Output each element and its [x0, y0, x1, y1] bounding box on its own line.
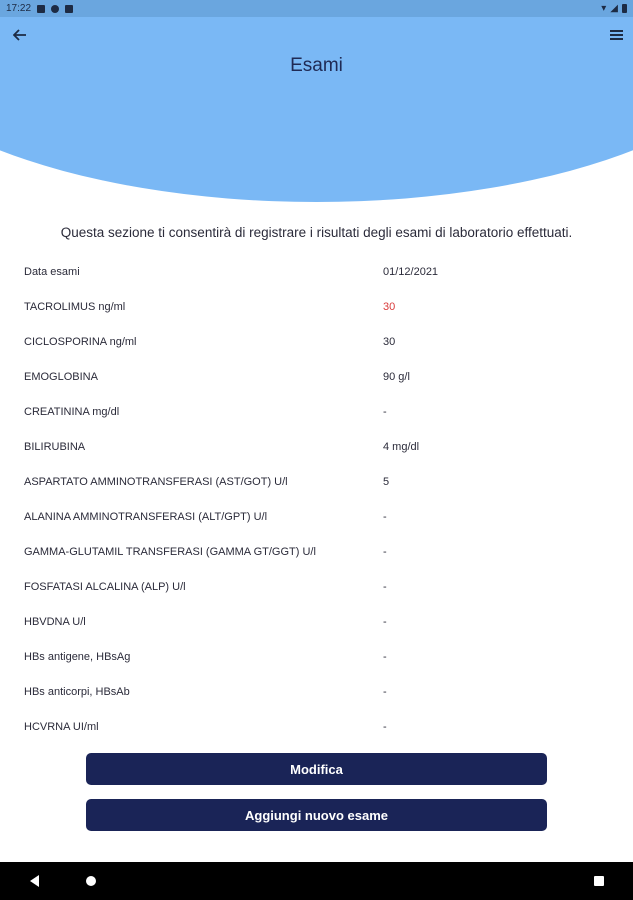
navigation-bar	[0, 862, 633, 900]
exam-value: 30	[383, 335, 396, 348]
nav-recent-apps-icon[interactable]	[594, 876, 604, 886]
exam-value: -	[383, 580, 387, 593]
hamburger-menu-icon	[610, 30, 623, 40]
header-background	[0, 17, 633, 202]
nav-back-icon[interactable]	[30, 875, 39, 887]
exam-label: BILIRUBINA	[24, 440, 86, 453]
exam-value: -	[383, 510, 387, 523]
exam-value: 90 g/l	[383, 370, 410, 383]
intro-text: Questa sezione ti consentirà di registrare i risultati degli esami di laboratorio effettuati.	[60, 225, 573, 240]
exam-row-alt	[0, 499, 633, 534]
exam-label: HCVRNA UI/ml	[24, 720, 99, 733]
exam-row-tacrolimus	[0, 289, 633, 324]
nav-home-icon[interactable]	[86, 876, 96, 886]
exam-value: -	[383, 685, 387, 698]
menu-button[interactable]	[603, 22, 629, 48]
exam-label: CICLOSPORINA ng/ml	[24, 335, 137, 348]
exam-value: -	[383, 405, 387, 418]
exam-label: ASPARTATO AMMINOTRANSFERASI (AST/GOT) U/l	[24, 475, 288, 488]
exam-value: 01/12/2021	[383, 265, 439, 278]
lock-icon	[65, 5, 73, 13]
exam-label: HBVDNA U/l	[24, 615, 86, 628]
exam-row-hbvdna	[0, 604, 633, 639]
exam-value: 5	[383, 475, 390, 488]
exam-label: GAMMA-GLUTAMIL TRANSFERASI (GAMMA GT/GGT) U/l	[24, 545, 316, 558]
exam-label: EMOGLOBINA	[24, 370, 98, 383]
exam-label: HBs antigene, HBsAg	[24, 650, 131, 663]
exam-row-hbsag	[0, 639, 633, 674]
exam-value: -	[383, 545, 387, 558]
exam-results-list	[0, 254, 633, 744]
exam-row-date	[0, 254, 633, 289]
exam-row-creatinina	[0, 394, 633, 429]
exam-label: FOSFATASI ALCALINA (ALP) U/l	[24, 580, 186, 593]
wifi-icon: ▾	[601, 3, 607, 14]
exam-label: TACROLIMUS ng/ml	[24, 300, 126, 313]
exam-label: CREATININA mg/dl	[24, 405, 120, 418]
sync-icon	[51, 5, 59, 13]
status-bar	[0, 0, 633, 17]
page-title: Esami	[290, 55, 343, 76]
exam-label: Data esami	[24, 265, 80, 278]
arrow-left-icon	[13, 29, 27, 41]
status-time: 17:22	[6, 3, 32, 14]
exam-label: ALANINA AMMINOTRANSFERASI (ALT/GPT) U/l	[24, 510, 268, 523]
exam-row-ggt	[0, 534, 633, 569]
modify-button[interactable]: Modifica	[86, 753, 547, 785]
back-button[interactable]	[7, 22, 33, 48]
exam-value: 30	[383, 300, 396, 313]
exam-row-hcvrna	[0, 709, 633, 744]
add-new-exam-button[interactable]: Aggiungi nuovo esame	[86, 799, 547, 831]
exam-label: HBs anticorpi, HBsAb	[24, 685, 130, 698]
signal-icon: ◢	[610, 3, 618, 14]
exam-value: 4 mg/dl	[383, 440, 420, 453]
exam-row-hbsab	[0, 674, 633, 709]
exam-row-emoglobina	[0, 359, 633, 394]
battery-icon	[622, 4, 627, 13]
exam-value: -	[383, 720, 387, 733]
exam-row-ciclosporina	[0, 324, 633, 359]
exam-value: -	[383, 615, 387, 628]
exam-row-ast	[0, 464, 633, 499]
exam-row-alp	[0, 569, 633, 604]
exam-value: -	[383, 650, 387, 663]
exam-row-bilirubina	[0, 429, 633, 464]
notification-icon	[37, 5, 45, 13]
